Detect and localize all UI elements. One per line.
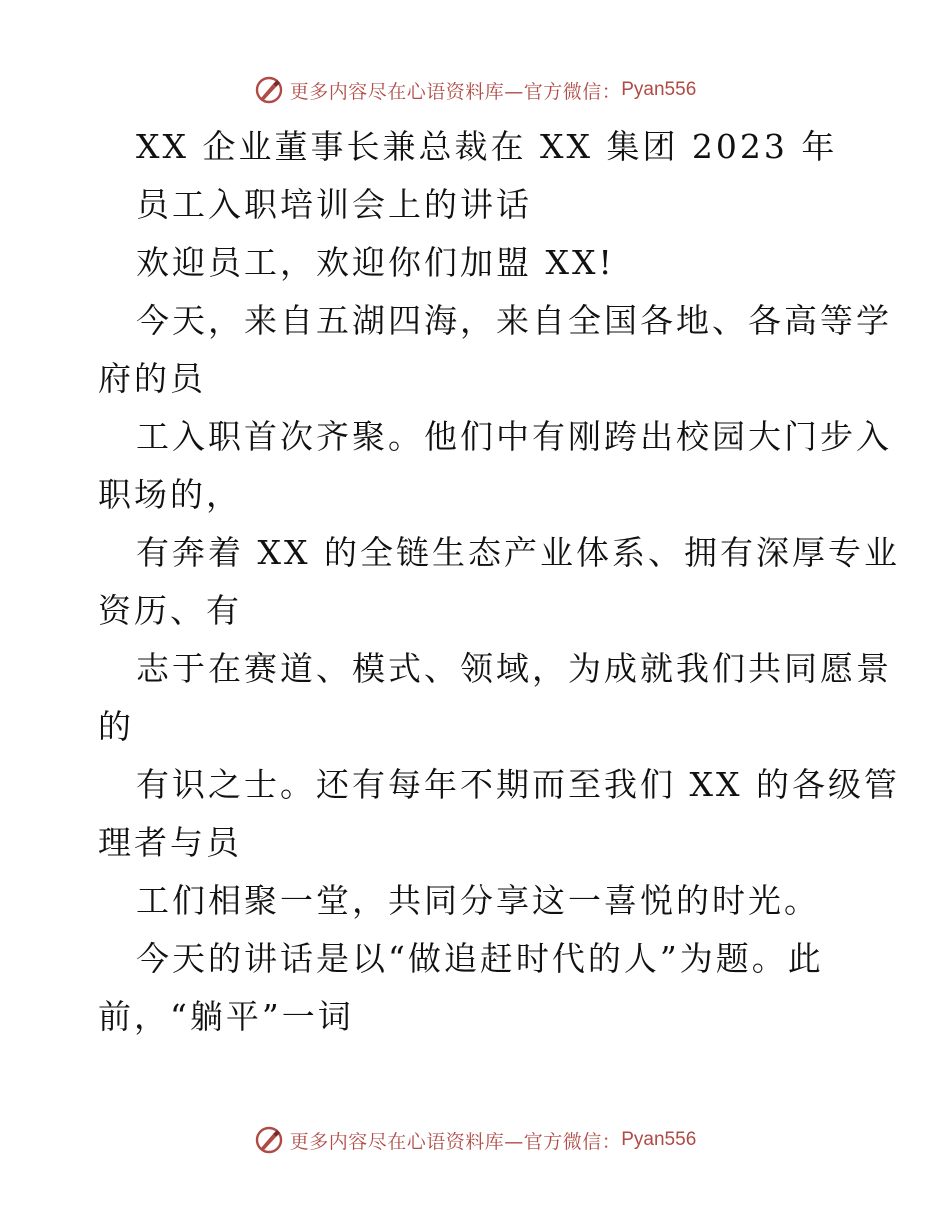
text-line: 职场的，: [98, 475, 242, 514]
document-body: [98, 118, 900, 1046]
watermark-text: 更多内容尽在心语资料库—官方微信：: [289, 1130, 622, 1153]
header-watermark: [0, 70, 950, 110]
watermark-text: 更多内容尽在心语资料库—官方微信：: [289, 80, 622, 103]
text-line: 欢迎员工，欢迎你们加盟 XX!: [136, 243, 615, 282]
text-line: 今天的讲话是以“做追赶时代的人”为题。此: [136, 939, 824, 978]
text-line: 员工入职培训会上的讲话: [136, 185, 532, 224]
pen-logo-icon: [254, 75, 284, 105]
text-line: 资历、有: [98, 591, 242, 630]
text-line: 工入职首次齐聚。他们中有刚跨出校园大门步入: [136, 417, 892, 456]
text-line: 理者与员: [98, 823, 242, 862]
footer-watermark: [0, 1120, 950, 1160]
text-line: 府的员: [98, 359, 206, 398]
text-line: 志于在赛道、模式、领域，为成就我们共同愿景: [136, 649, 892, 688]
watermark-account: Pyan556: [621, 79, 697, 100]
watermark-account: Pyan556: [621, 1129, 697, 1150]
text-line: 有奔着 XX 的全链生态产业体系、拥有深厚专业: [136, 533, 900, 572]
text-line: 今天，来自五湖四海，来自全国各地、各高等学: [136, 301, 892, 340]
text-line: 工们相聚一堂，共同分享这一喜悦的时光。: [136, 881, 820, 920]
text-line: 有识之士。还有每年不期而至我们 XX 的各级管: [136, 765, 900, 804]
text-line: XX 企业董事长兼总裁在 XX 集团 2023 年: [136, 127, 838, 166]
text-line: 的: [98, 707, 134, 746]
text-line: 前，“躺平”一词: [98, 997, 354, 1036]
pen-logo-icon: [254, 1125, 284, 1155]
